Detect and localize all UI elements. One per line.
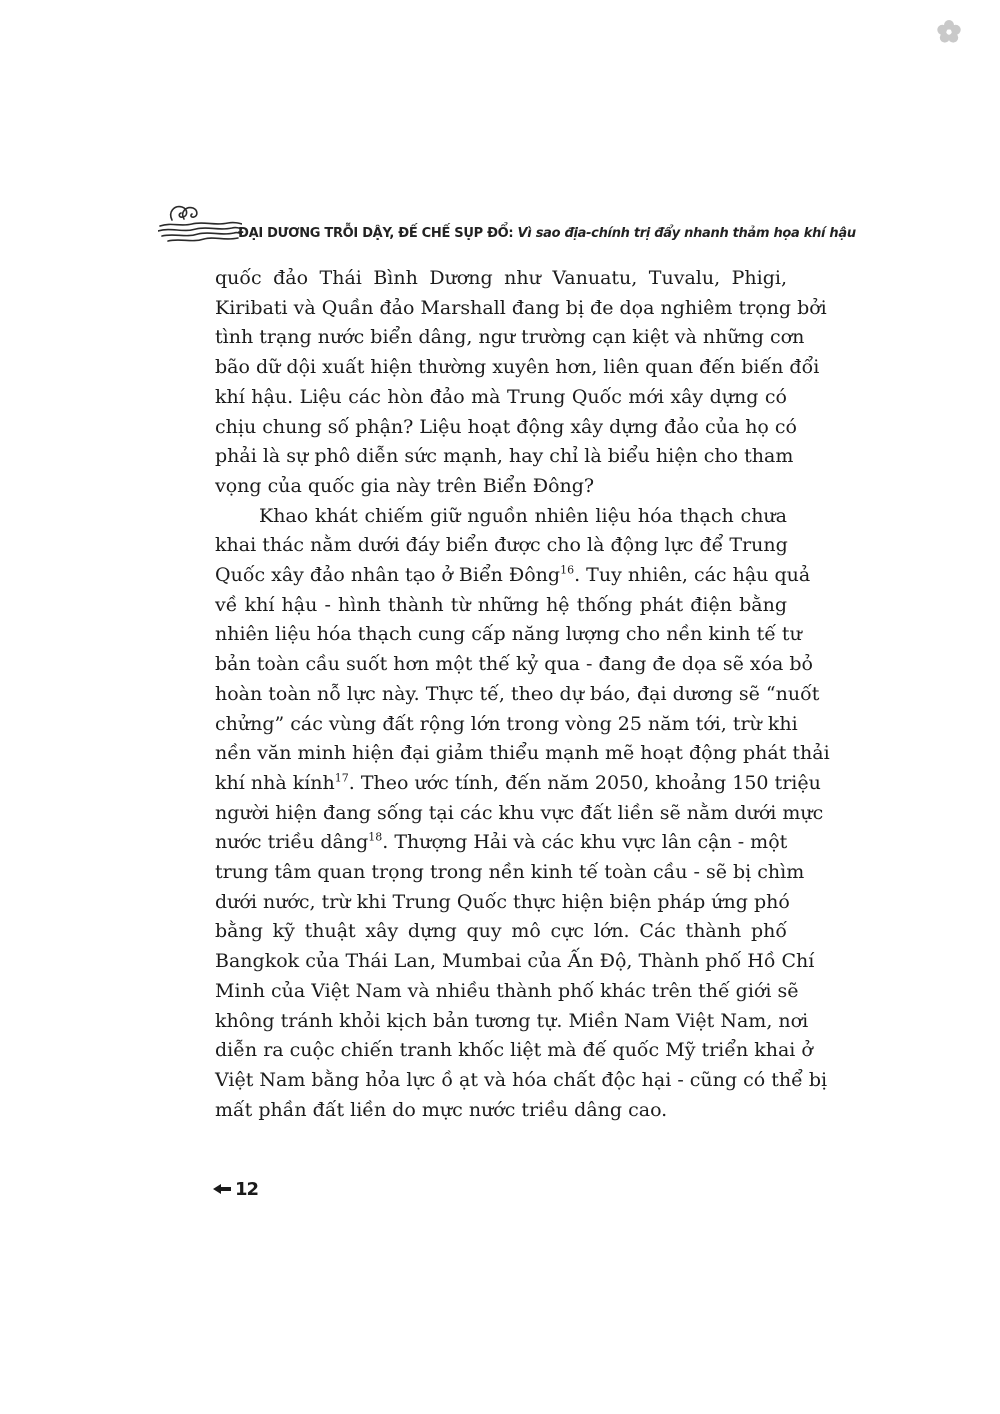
text-line: Bangkok của Thái Lan, Mumbai của Ấn Độ, Thành phố Hồ Chí [215, 950, 815, 973]
text-line: nhiên liệu hóa thạch cung cấp năng lượng cho nền kinh tế tư [215, 623, 802, 646]
text-line: nền văn minh hiện đại giảm thiểu mạnh mẽ hoạt động phát thải [215, 742, 830, 765]
text-line: quốc đảo Thái Bình Dương như Vanuatu, Tuvalu, Phigi, [215, 267, 787, 289]
text-line: dưới nước, trừ khi Trung Quốc thực hiện biện pháp ứng phó [215, 890, 790, 913]
text-line: trung tâm quan trọng trong nền kinh tế toàn cầu - sẽ bị chìm [215, 861, 805, 884]
text-line: bằng kỹ thuật xây dựng quy mô cực lớn. Các thành phố [215, 920, 787, 943]
text-line: phải là sự phô diễn sức mạnh, hay chỉ là biểu hiện cho tham [215, 445, 794, 468]
text-line: Việt Nam bằng hỏa lực ồ ạt và hóa chất độc hại - cũng có thể bị [215, 1068, 828, 1091]
text-line: khí hậu. Liệu các hòn đảo mà Trung Quốc mới xây dựng có [215, 385, 787, 408]
text-line: người hiện đang sống tại các khu vực đất liền sẽ nằm dưới mực [215, 801, 824, 824]
flower-ornament-icon [936, 19, 962, 45]
text-line: vọng của quốc gia này trên Biển Đông? [215, 474, 595, 497]
text-line: Kiribati và Quần đảo Marshall đang bị đe dọa nghiêm trọng bởi [215, 296, 827, 319]
left-arrow-icon [213, 1183, 231, 1195]
wave-icon [158, 200, 242, 248]
page-number: 12 [235, 1178, 259, 1200]
text-fragment: . Thượng Hải và các khu vực lân cận - một [382, 831, 788, 854]
text-fragment: Quốc xây đảo nhân tạo ở Biển Đông [215, 564, 561, 587]
text-line [215, 561, 811, 591]
footnote-ref: 16 [560, 563, 575, 577]
body-text [215, 264, 830, 1125]
text-line [215, 769, 821, 799]
text-line: Minh của Việt Nam và nhiều thành phố khác trên thế giới sẽ [215, 979, 799, 1002]
text-fragment: nước triều dâng [215, 831, 369, 854]
text-fragment: khí nhà kính [215, 771, 335, 794]
text-line: tình trạng nước biển dâng, ngư trường cạn kiệt và những cơn [215, 326, 805, 349]
text-line: bão dữ dội xuất hiện thường xuyên hơn, liên quan đến biến đổi [215, 356, 820, 379]
text-fragment: . Theo ước tính, đến năm 2050, khoảng 150 triệu [348, 771, 821, 794]
footnote-ref: 17 [334, 771, 349, 785]
text-line: chịu chung số phận? Liệu hoạt động xây dựng đảo của họ có [215, 415, 797, 438]
text-line: hoàn toàn nỗ lực này. Thực tế, theo dự báo, đại dương sẽ “nuốt [215, 682, 820, 705]
book-subtitle: Vì sao địa-chính trị đẩy nhanh thảm họa khí hậu [517, 226, 856, 241]
text-line: về khí hậu - hình thành từ những hệ thống phát điện bằng [215, 593, 787, 616]
text-line: Khao khát chiếm giữ nguồn nhiên liệu hóa thạch chưa [259, 504, 787, 527]
text-line: không tránh khỏi kịch bản tương tự. Miền Nam Việt Nam, nơi [215, 1009, 809, 1032]
running-header [158, 200, 856, 250]
book-title: ĐẠI DƯƠNG TRỖI DẬY, ĐẾ CHẾ SỤP ĐỔ: [238, 226, 514, 241]
text-line: bản toàn cầu suốt hơn một thế kỷ qua - đang đe dọa sẽ xóa bỏ [215, 653, 813, 676]
text-fragment: . Tuy nhiên, các hậu quả [574, 564, 811, 587]
text-line [215, 828, 787, 858]
page-number-marker [213, 1177, 258, 1201]
text-line: chửng” các vùng đất rộng lớn trong vòng 25 năm tới, trừ khi [215, 712, 798, 735]
text-line: khai thác nằm dưới đáy biển được cho là động lực để Trung [215, 534, 788, 557]
text-line: mất phần đất liền do mực nước triều dâng cao. [215, 1098, 668, 1121]
footnote-ref: 18 [368, 831, 383, 845]
running-title [238, 226, 856, 241]
text-line: diễn ra cuộc chiến tranh khốc liệt mà đế quốc Mỹ triển khai ở [215, 1039, 813, 1062]
